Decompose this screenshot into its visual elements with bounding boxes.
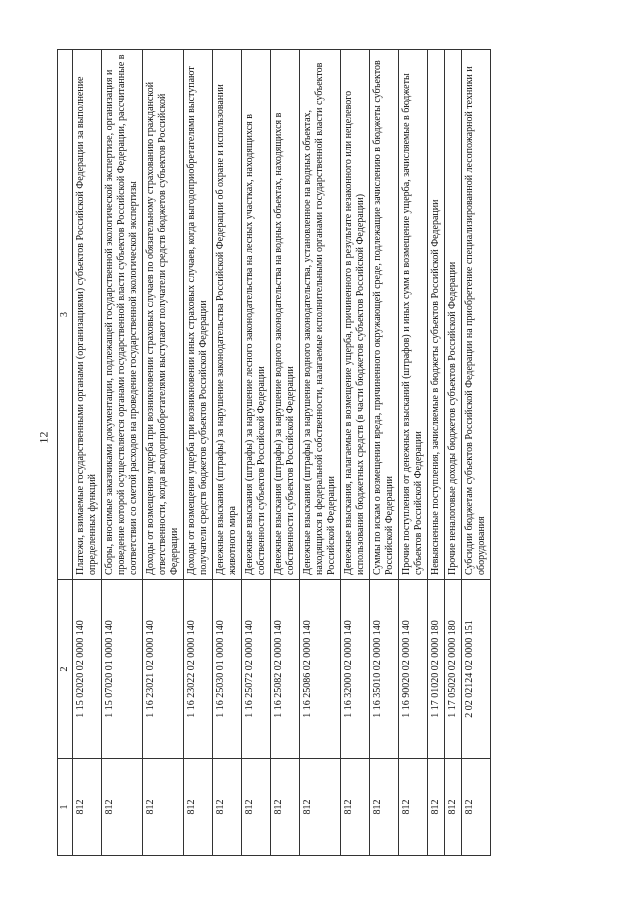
table-header-row (58, 50, 73, 856)
table-body (58, 50, 491, 856)
description-cell: Доходы от возмещения ущерба при возникновении иных страховых случаев, когда выгодоприобретателями выступают получатели средств бюджетов субъектов Российской Федерации (184, 50, 213, 580)
description-cell: Прочие неналоговые доходы бюджетов субъектов Российской Федерации (445, 50, 462, 580)
table-row (143, 50, 184, 856)
admin-code-cell: 812 (399, 759, 428, 856)
budget-code-cell: 1 16 25030 01 0000 140 (213, 580, 242, 759)
table-row (213, 50, 242, 856)
budget-code-cell: 1 16 35010 02 0000 140 (370, 580, 399, 759)
budget-code-cell: 1 15 02020 02 0000 140 (73, 580, 102, 759)
table-row (399, 50, 428, 856)
description-cell: Невыясненные поступления, зачисляемые в бюджеты субъектов Российской Федерации (428, 50, 445, 580)
budget-code-cell: 1 17 05020 02 0000 180 (445, 580, 462, 759)
budget-code-cell: 1 16 32000 02 0000 140 (341, 580, 370, 759)
budget-code-cell: 1 16 23021 02 0000 140 (143, 580, 184, 759)
description-cell: Денежные взыскания (штрафы) за нарушение водного законодательства на водных объектах, находящихся в собственности субъектов Российской Федерации (271, 50, 300, 580)
description-cell: Доходы от возмещения ущерба при возникновении страховых случаев по обязательному страхованию гражданской ответственности, когда выгодоприобретателями выступают получатели средств бюджетов субъектов Российской Федерации (143, 50, 184, 580)
budget-code-cell: 2 02 02124 02 0000 151 (462, 580, 491, 759)
description-cell: Денежные взыскания, налагаемые в возмещение ущерба, причиненного в результате незаконного или нецелевого использования бюджетных средств (в части бюджетов субъектов Российской Федерации) (341, 50, 370, 580)
description-cell: Субсидии бюджетам субъектов Российской Федерации на приобретение специализированной лесопожарной техники и оборудования (462, 50, 491, 580)
table-row (102, 50, 143, 856)
table-row (341, 50, 370, 856)
description-cell: Сборы, вносимые заказчиками документации, подлежащей государственной экологической экспертизе, организация и проведение которой осуществляется органами государственной власти субъектов Российской Федерации, рассчитанные в соответствии со сметой расходов на проведение государственной экологической экспертизы (102, 50, 143, 580)
table-row (462, 50, 491, 856)
budget-code-cell: 1 16 25086 02 0000 140 (300, 580, 341, 759)
admin-code-cell: 812 (300, 759, 341, 856)
description-cell: Денежные взыскания (штрафы) за нарушение лесного законодательства на лесных участках, находящихся в собственности субъектов Российской Федерации (242, 50, 271, 580)
table-row (242, 50, 271, 856)
admin-code-cell: 812 (184, 759, 213, 856)
admin-code-cell: 812 (242, 759, 271, 856)
table-row (300, 50, 341, 856)
page-number: 12 (36, 431, 51, 444)
table-row (73, 50, 102, 856)
header-col-2: 2 (58, 580, 73, 759)
budget-code-cell: 1 16 23022 02 0000 140 (184, 580, 213, 759)
description-cell: Суммы по искам о возмещении вреда, причиненного окружающей среде, подлежащие зачислению в бюджеты субъектов Российской Федерации (370, 50, 399, 580)
admin-code-cell: 812 (445, 759, 462, 856)
admin-code-cell: 812 (73, 759, 102, 856)
header-col-1: 1 (58, 759, 73, 856)
table-row (370, 50, 399, 856)
admin-code-cell: 812 (271, 759, 300, 856)
table-row (271, 50, 300, 856)
table-row (445, 50, 462, 856)
table-row (184, 50, 213, 856)
rotated-table-wrapper (57, 50, 561, 856)
admin-code-cell: 812 (428, 759, 445, 856)
header-col-3: 3 (58, 50, 73, 580)
budget-code-cell: 1 15 07020 01 0000 140 (102, 580, 143, 759)
admin-code-cell: 812 (341, 759, 370, 856)
description-cell: Прочие поступления от денежных взысканий (штрафов) и иных сумм в возмещение ущерба, зачисляемые в бюджеты субъектов Российской Федерации (399, 50, 428, 580)
admin-code-cell: 812 (143, 759, 184, 856)
admin-code-cell: 812 (102, 759, 143, 856)
revenue-codes-table (57, 49, 491, 856)
description-cell: Платежи, взимаемые государственными органами (организациями) субъектов Российской Федерации за выполнение определенных функций (73, 50, 102, 580)
budget-code-cell: 1 16 25082 02 0000 140 (271, 580, 300, 759)
admin-code-cell: 812 (213, 759, 242, 856)
budget-code-cell: 1 17 01020 02 0000 180 (428, 580, 445, 759)
budget-code-cell: 1 16 90020 02 0000 140 (399, 580, 428, 759)
table-row (428, 50, 445, 856)
admin-code-cell: 812 (462, 759, 491, 856)
description-cell: Денежные взыскания (штрафы) за нарушение законодательства Российской Федерации об охране и использовании животного мира (213, 50, 242, 580)
admin-code-cell: 812 (370, 759, 399, 856)
budget-code-cell: 1 16 25072 02 0000 140 (242, 580, 271, 759)
description-cell: Денежные взыскания (штрафы) за нарушение водного законодательства, установленное на водных объектах, находящихся в федеральной собственности, налагаемые исполнительными органами государственной власти субъектов Российской Федерации (300, 50, 341, 580)
